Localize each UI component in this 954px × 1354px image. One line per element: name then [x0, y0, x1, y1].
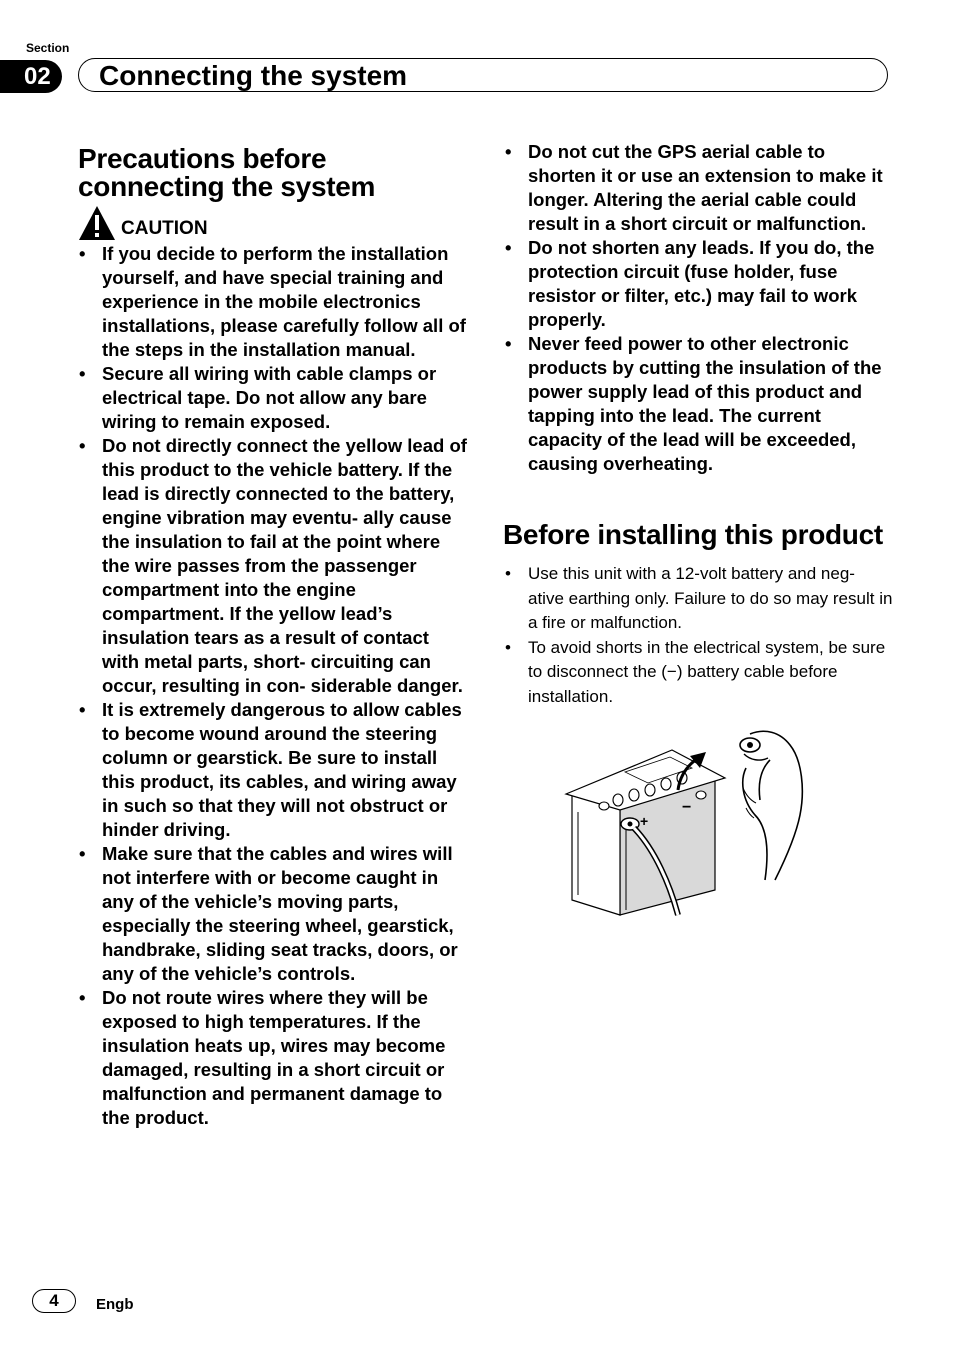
list-item: • Never feed power to other electronic products by cutting the insulation of the power supply lead of this product and tapping into the lead. The current capacity of the lead will be exceeded, causing overheating.	[504, 332, 894, 476]
list-item: • Use this unit with a 12-volt battery and neg- ative earthing only. Failure to do so may result in a fire or malfunction.	[504, 562, 894, 636]
precautions-list-continued	[504, 140, 894, 476]
precautions-heading-line2: connecting the system	[78, 171, 376, 202]
battery-side-face	[572, 795, 620, 915]
list-item: • Make sure that the cables and wires will not interfere with or become caught in any of the vehicle’s moving parts, especially the steering wheel, gearstick, handbrake, sliding seat tracks, doors, or any of the vehicle’s controls.	[78, 842, 470, 986]
precautions-heading	[78, 145, 375, 201]
battery-disconnect-illustration	[560, 720, 820, 920]
list-item: • Do not cut the GPS aerial cable to shorten it or use an extension to make it longer. Altering the aerial cable could result in a short circuit or malfunction.	[504, 140, 894, 236]
list-item: • It is extremely dangerous to allow cables to become wound around the steering column or gearstick. Be sure to install this product, its cables, and wiring away in such so that they will not obstruct or hinder driving.	[78, 698, 470, 842]
minus-sign: −	[682, 799, 692, 816]
language-code: Engb	[96, 1296, 134, 1313]
before-installing-list	[504, 562, 894, 709]
section-header	[78, 58, 888, 92]
section-number-badge: 02	[0, 60, 62, 93]
section-label: Section	[26, 41, 70, 55]
list-item: • Do not route wires where they will be exposed to high temperatures. If the insulation heats up, wires may become damaged, resulting in a short circuit or malfunction and permanent damage to the product.	[78, 986, 470, 1130]
list-item: • To avoid shorts in the electrical system, be sure to disconnect the (−) battery cable before installation.	[504, 636, 894, 710]
caution-label: CAUTION	[121, 218, 208, 239]
list-item: • Secure all wiring with cable clamps or electrical tape. Do not allow any bare wiring to remain exposed.	[78, 362, 470, 434]
list-item: • If you decide to perform the installation yourself, and have special training and experience in the mobile electronics installations, please carefully follow all of the steps in the installation manual.	[78, 242, 470, 362]
list-item: • Do not shorten any leads. If you do, the protection circuit (fuse holder, fuse resistor or filter, etc.) may fail to work properly.	[504, 236, 894, 332]
page-number: 4	[32, 1289, 76, 1313]
precautions-heading-line1: Precautions before	[78, 143, 327, 174]
warning-triangle-icon	[78, 205, 116, 241]
list-item: • Do not directly connect the yellow lead of this product to the vehicle battery. If the lead is directly connected to the battery, engine vibration may eventu- ally cause the insulation to fail at the point where the wire passes from the passenger compartment into the engine compartment. If the yellow lead’s insulation tears as a result of contact with metal parts, short- circuiting can occur, resulting in con- siderable danger.	[78, 434, 470, 698]
plus-sign: +	[640, 813, 649, 829]
section-title: Connecting the system	[99, 60, 408, 91]
precautions-list	[78, 242, 470, 1130]
hand-icon	[743, 731, 803, 880]
before-installing-heading: Before installing this product	[503, 519, 883, 550]
